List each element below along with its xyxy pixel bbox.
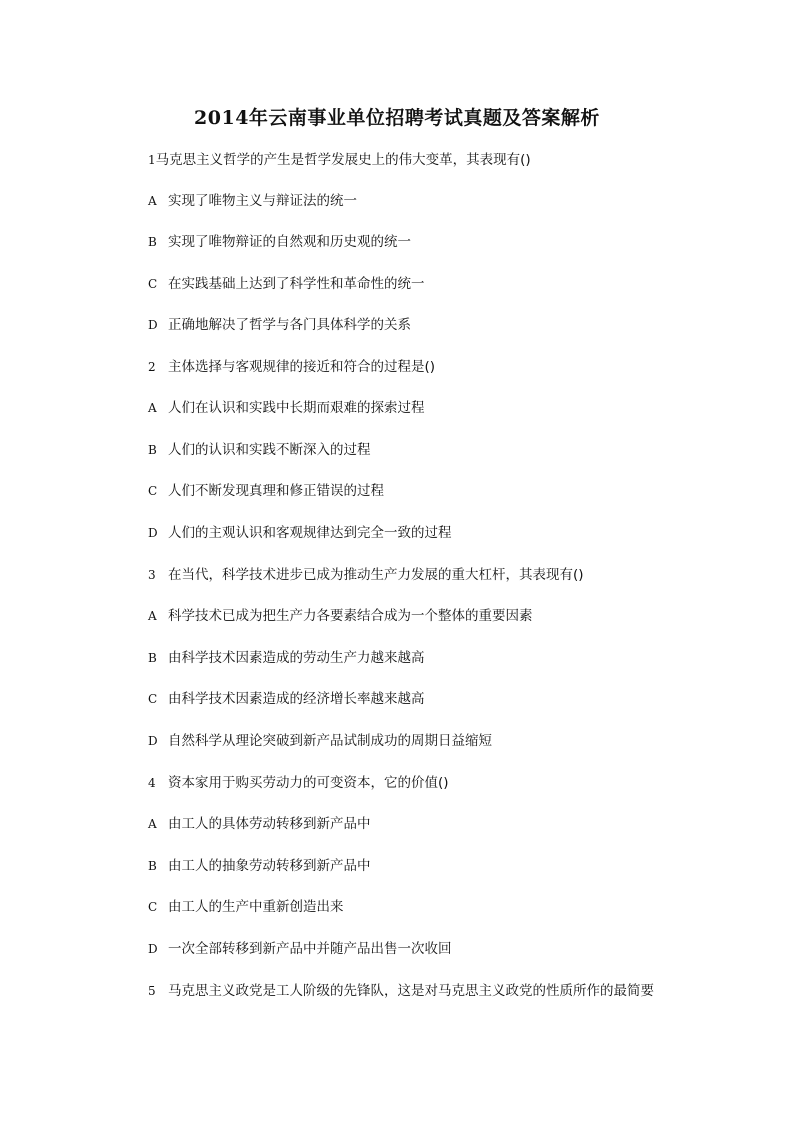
option-label: B [148,443,157,457]
option-text: 由科学技术因素造成的经济增长率越来越高 [168,691,425,707]
question-stem: 主体选择与客观规律的接近和符合的过程是() [168,359,436,375]
question-stem: 资本家用于购买劳动力的可变资本，它的价值() [168,775,449,791]
option-text: 一次全部转移到新产品中并随产品出售一次收回 [168,941,452,957]
option-label: D [148,942,158,956]
question-stem: 马克思主义哲学的产生是哲学发展史上的伟大变革，其表现有() [155,152,531,168]
option-label: C [148,277,158,291]
option-label: A [148,401,157,415]
question-number: 1 [148,153,156,167]
q4-option-b [148,856,748,876]
option-label: A [148,609,157,623]
question-number: 2 [148,360,156,374]
q3-option-d [148,731,748,751]
option-label: C [148,692,158,706]
option-text: 由科学技术因素造成的劳动生产力越来越高 [168,650,425,666]
option-label: B [148,235,157,249]
option-text: 由工人的抽象劳动转移到新产品中 [168,858,371,874]
q2-option-a [148,398,748,418]
q3-option-c [148,689,748,709]
option-text: 由工人的具体劳动转移到新产品中 [168,816,371,832]
option-text: 人们的认识和实践不断深入的过程 [168,442,371,458]
q3-option-b [148,648,748,668]
question-2 [148,357,748,377]
question-number: 4 [148,776,156,790]
option-label: D [148,526,158,540]
option-label: A [148,817,157,831]
q4-option-c [148,897,748,917]
question-5 [148,981,748,1001]
question-4 [148,773,748,793]
question-stem: 马克思主义政党是工人阶级的先锋队，这是对马克思主义政党的性质所作的最简要 [168,983,654,999]
option-label: A [148,194,157,208]
option-label: B [148,651,157,665]
page-title: 2014年云南事业单位招聘考试真题及答案解析 [194,107,600,129]
option-label: B [148,859,157,873]
question-number: 5 [148,984,156,998]
q1-option-d [148,315,748,335]
option-label: C [148,900,158,914]
option-text: 人们不断发现真理和修正错误的过程 [168,483,384,499]
option-text: 正确地解决了哲学与各门具体科学的关系 [168,317,411,333]
q1-option-a [148,191,748,211]
option-label: C [148,484,158,498]
question-stem: 在当代，科学技术进步已成为推动生产力发展的重大杠杆，其表现有() [168,567,584,583]
option-text: 在实践基础上达到了科学性和革命性的统一 [168,276,425,292]
option-label: D [148,734,158,748]
q4-option-a [148,814,748,834]
question-1 [148,150,748,170]
option-text: 实现了唯物辩证的自然观和历史观的统一 [168,234,411,250]
option-text: 实现了唯物主义与辩证法的统一 [168,193,357,209]
option-text: 自然科学从理论突破到新产品试制成功的周期日益缩短 [168,733,492,749]
q2-option-b [148,440,748,460]
option-text: 由工人的生产中重新创造出来 [168,899,344,915]
option-text: 人们在认识和实践中长期而艰难的探索过程 [168,400,425,416]
q3-option-a [148,606,748,626]
q1-option-b [148,232,748,252]
q1-option-c [148,274,748,294]
q4-option-d [148,939,748,959]
question-number: 3 [148,568,156,582]
option-label: D [148,318,158,332]
question-3 [148,565,748,585]
option-text: 科学技术已成为把生产力各要素结合成为一个整体的重要因素 [168,608,533,624]
option-text: 人们的主观认识和客观规律达到完全一致的过程 [168,525,452,541]
q2-option-d [148,523,748,543]
q2-option-c [148,481,748,501]
